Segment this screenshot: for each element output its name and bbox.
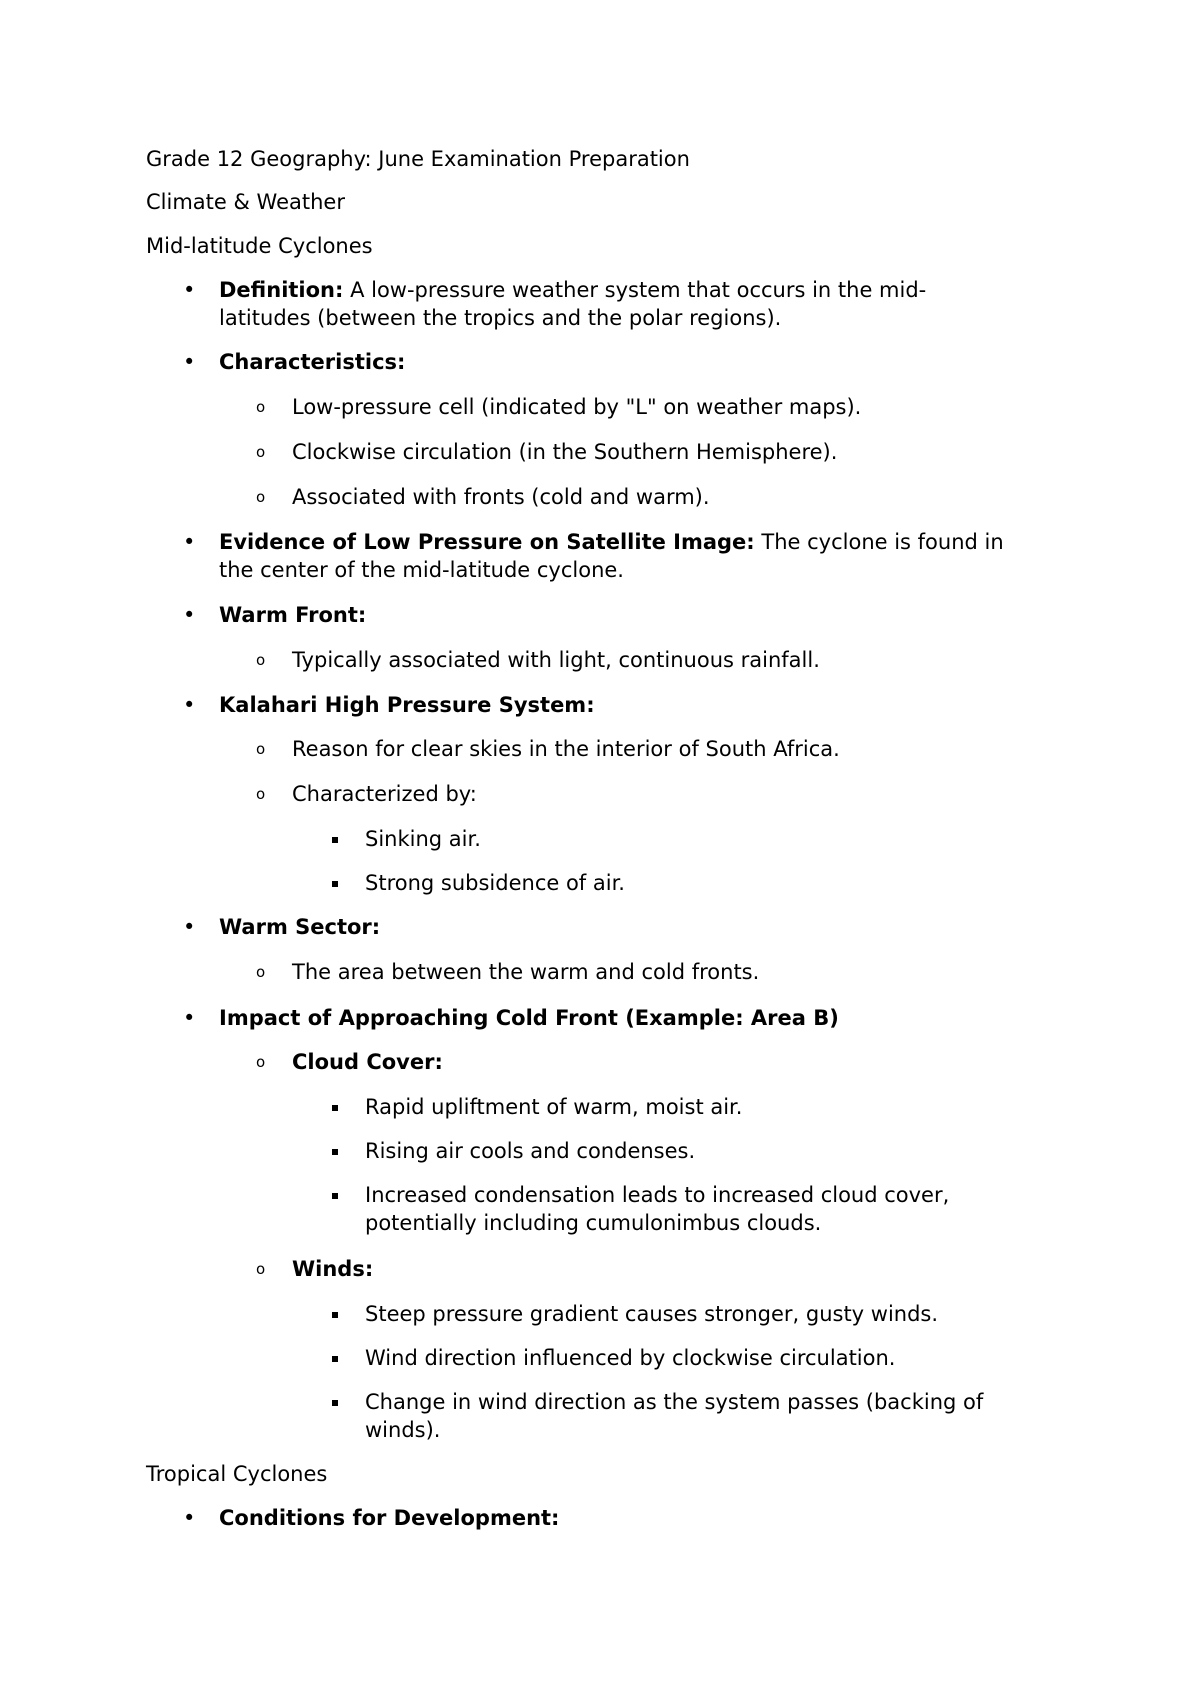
item-text: A low-pressure weather system that occurs in the mid- bbox=[343, 278, 927, 302]
list-item: Characterized by: bbox=[292, 782, 477, 806]
square-bullet-icon bbox=[332, 881, 338, 887]
list-item: Rising air cools and condenses. bbox=[365, 1139, 696, 1163]
circle-bullet-icon: o bbox=[256, 398, 266, 416]
item-label: Kalahari High Pressure System: bbox=[219, 693, 595, 717]
bullet-icon: • bbox=[183, 350, 196, 374]
item-text-continued: latitudes (between the tropics and the polar regions). bbox=[219, 306, 782, 330]
item-text-continued: winds). bbox=[365, 1418, 441, 1442]
square-bullet-icon bbox=[332, 1356, 338, 1362]
list-item: Increased condensation leads to increased cloud cover, bbox=[365, 1183, 950, 1207]
list-item: Reason for clear skies in the interior of South Africa. bbox=[292, 737, 840, 761]
list-item: Wind direction influenced by clockwise circulation. bbox=[365, 1346, 896, 1370]
item-label: Evidence of Low Pressure on Satellite Image: bbox=[219, 530, 755, 554]
list-item: Clockwise circulation (in the Southern Hemisphere). bbox=[292, 440, 838, 464]
circle-bullet-icon: o bbox=[256, 963, 266, 981]
subsection-heading: Mid-latitude Cyclones bbox=[146, 234, 373, 258]
square-bullet-icon bbox=[332, 1193, 338, 1199]
circle-bullet-icon: o bbox=[256, 740, 266, 758]
section-heading: Climate & Weather bbox=[146, 190, 345, 214]
circle-bullet-icon: o bbox=[256, 1260, 266, 1278]
bullet-icon: • bbox=[183, 530, 196, 554]
list-item: Sinking air. bbox=[365, 827, 481, 851]
list-item: Associated with fronts (cold and warm). bbox=[292, 485, 710, 509]
circle-bullet-icon: o bbox=[256, 1053, 266, 1071]
list-item: The area between the warm and cold fronts. bbox=[292, 960, 760, 984]
item-text-continued: potentially including cumulonimbus clouds. bbox=[365, 1211, 822, 1235]
item-text: The cyclone is found in bbox=[754, 530, 1004, 554]
square-bullet-icon bbox=[332, 1105, 338, 1111]
bullet-icon: • bbox=[183, 603, 196, 627]
item-text-continued: the center of the mid-latitude cyclone. bbox=[219, 558, 624, 582]
circle-bullet-icon: o bbox=[256, 488, 266, 506]
square-bullet-icon bbox=[332, 1312, 338, 1318]
square-bullet-icon bbox=[332, 837, 338, 843]
list-item: Change in wind direction as the system passes (backing of bbox=[365, 1390, 984, 1414]
square-bullet-icon bbox=[332, 1149, 338, 1155]
item-label: Characteristics: bbox=[219, 350, 406, 374]
circle-bullet-icon: o bbox=[256, 785, 266, 803]
circle-bullet-icon: o bbox=[256, 443, 266, 461]
subsection-heading: Tropical Cyclones bbox=[146, 1462, 328, 1486]
bullet-icon: • bbox=[183, 693, 196, 717]
list-item: Rapid upliftment of warm, moist air. bbox=[365, 1095, 743, 1119]
list-item bbox=[219, 528, 1004, 556]
item-label: Impact of Approaching Cold Front (Example: Area B) bbox=[219, 1006, 839, 1030]
item-label: Winds: bbox=[292, 1257, 374, 1281]
item-label: Cloud Cover: bbox=[292, 1050, 443, 1074]
square-bullet-icon bbox=[332, 1400, 338, 1406]
list-item: Typically associated with light, continuous rainfall. bbox=[292, 648, 820, 672]
item-label: Conditions for Development: bbox=[219, 1506, 560, 1530]
item-label: Warm Front: bbox=[219, 603, 367, 627]
bullet-icon: • bbox=[183, 915, 196, 939]
list-item: Steep pressure gradient causes stronger, gusty winds. bbox=[365, 1302, 939, 1326]
list-item bbox=[219, 276, 926, 304]
bullet-icon: • bbox=[183, 1006, 196, 1030]
circle-bullet-icon: o bbox=[256, 651, 266, 669]
list-item: Strong subsidence of air. bbox=[365, 871, 625, 895]
document-title: Grade 12 Geography: June Examination Preparation bbox=[146, 147, 690, 171]
bullet-icon: • bbox=[183, 278, 196, 302]
bullet-icon: • bbox=[183, 1506, 196, 1530]
item-label: Warm Sector: bbox=[219, 915, 381, 939]
item-label: Definition: bbox=[219, 278, 344, 302]
list-item: Low-pressure cell (indicated by "L" on weather maps). bbox=[292, 395, 862, 419]
